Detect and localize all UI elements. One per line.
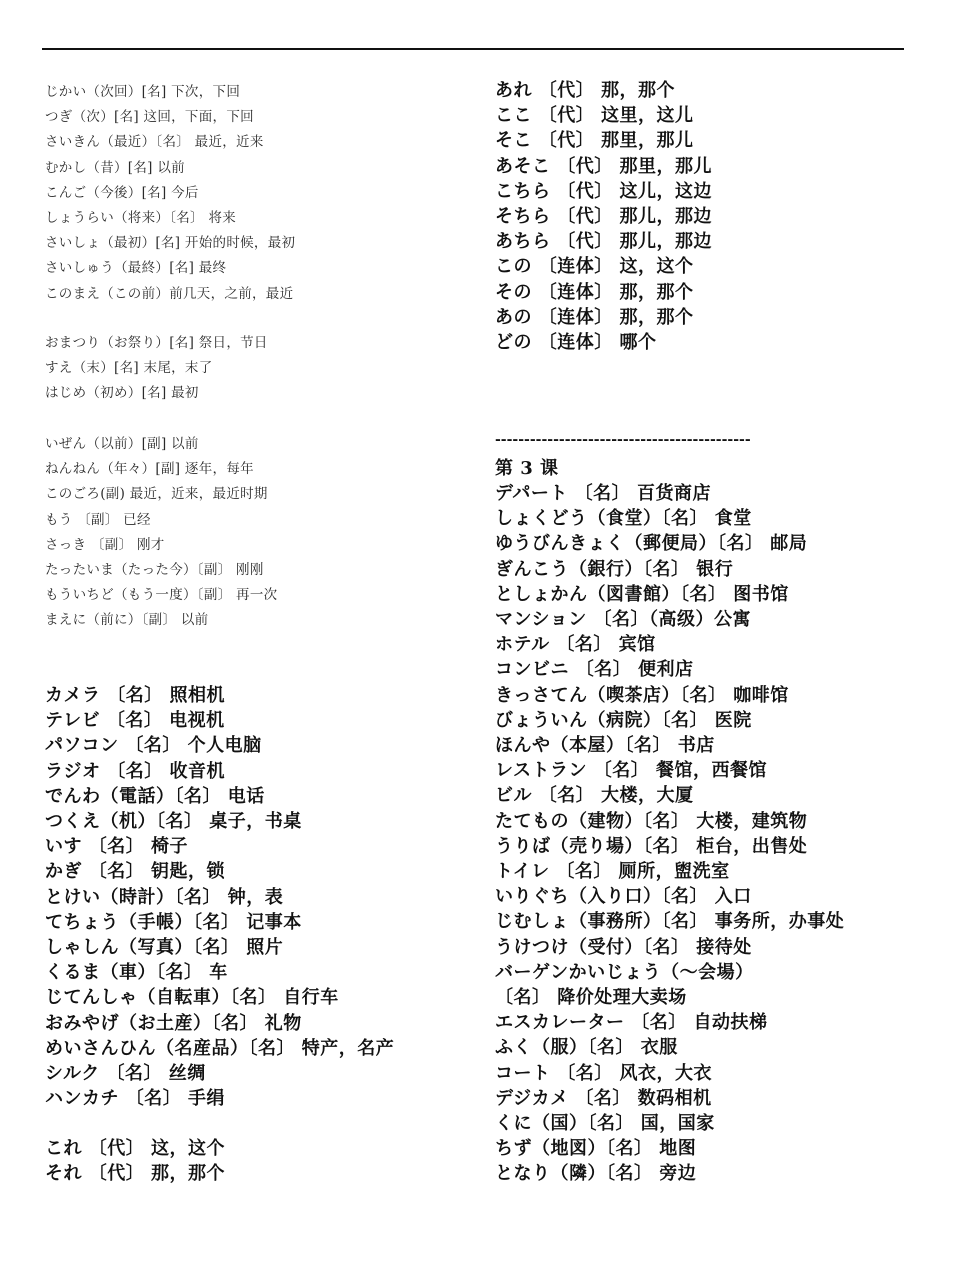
vocab-entry: おまつり（お祭り）[名] 祭日，节日: [45, 335, 268, 351]
lesson-heading: 第 3 课: [495, 458, 559, 479]
vocab-entry: くるま（車）〔名〕 车: [45, 962, 228, 984]
vocab-entry: うけつけ（受付）〔名〕 接待处: [495, 936, 752, 958]
vocab-entry: しゃしん（写真）〔名〕 照片: [45, 937, 284, 958]
vocab-entry: それ 〔代〕 那，那个: [45, 1163, 226, 1185]
vocab-entry: カメラ 〔名〕 照相机: [45, 685, 226, 706]
vocab-entry: ねんねん（年々）[副] 逐年，每年: [45, 461, 254, 478]
section-separator: --------------------------------------------: [495, 432, 751, 448]
vocab-entry: あそこ 〔代〕 那里，那儿: [495, 155, 713, 177]
vocab-entry: ほんや（本屋）〔名〕 书店: [495, 735, 715, 756]
vocab-entry: ビル 〔名〕 大楼，大厦: [495, 785, 694, 807]
vocab-entry: じてんしゃ（自転車）〔名〕 自行车: [45, 987, 339, 1009]
vocab-entry: デジカメ 〔名〕 数码相机: [495, 1087, 712, 1109]
vocab-entry: エスカレーター 〔名〕 自动扶梯: [495, 1012, 768, 1034]
vocab-entry: おみやげ（お土産）〔名〕 礼物: [45, 1012, 302, 1034]
vocab-entry: コート 〔名〕 风衣，大衣: [495, 1062, 713, 1084]
vocab-entry: となり（隣）〔名〕 旁边: [495, 1163, 697, 1185]
top-rule: [42, 48, 904, 50]
vocab-entry: ホテル 〔名〕 宾馆: [495, 634, 656, 656]
vocab-entry: まえに（前に）〔副〕 以前: [45, 612, 209, 629]
vocab-entry: パソコン 〔名〕 个人电脑: [45, 735, 262, 757]
vocab-entry: つくえ（机）〔名〕 桌子，书桌: [45, 811, 302, 832]
vocab-entry: コンビニ 〔名〕 便利店: [495, 659, 694, 681]
vocab-entry: もういちど（もう一度）〔副〕 再一次: [45, 587, 278, 604]
vocab-entry: うりば（売り場）〔名〕 柜台，出售处: [495, 835, 808, 857]
vocab-entry: もう 〔副〕 已经: [45, 511, 151, 528]
vocab-entry: どの 〔连体〕 哪个: [495, 332, 657, 353]
vocab-entry: さっき 〔副〕 刚才: [45, 536, 165, 553]
vocab-entry: マンション 〔名〕（高级）公寓: [495, 609, 751, 630]
vocab-entry: トイレ 〔名〕 厕所，盥洗室: [495, 861, 730, 882]
vocab-entry: すえ（末）[名] 末尾，末了: [45, 360, 213, 377]
vocab-entry: この 〔连体〕 这，这个: [495, 256, 694, 278]
vocab-entry: デパート 〔名〕 百货商店: [495, 483, 711, 504]
vocab-entry: びょういん（病院）〔名〕 医院: [495, 709, 752, 731]
vocab-entry: テレビ 〔名〕 电视机: [45, 710, 225, 732]
vocab-entry: くに（国）〔名〕 国，国家: [495, 1113, 715, 1134]
vocab-entry: このまえ（この前）前几天，之前，最近: [45, 285, 294, 302]
vocab-entry: じかい（次回）[名] 下次，下回: [45, 84, 241, 100]
vocab-entry: ラジオ 〔名〕 收音机: [45, 760, 226, 782]
vocab-entry: ここ 〔代〕 这里，这儿: [495, 105, 694, 127]
vocab-entry: さいきん（最近）〔名〕 最近，近来: [45, 134, 264, 151]
vocab-entry: さいしょ（最初）[名] 开始的时候，最初: [45, 235, 296, 252]
vocab-entry: 〔名〕 降价处理大卖场: [495, 987, 687, 1008]
vocab-entry: こんご（今後）[名] 今后: [45, 184, 199, 201]
vocab-entry: このごろ(副) 最近，近来，最近时期: [45, 486, 268, 503]
vocab-entry: シルク 〔名〕 丝绸: [45, 1063, 206, 1084]
vocab-entry: たてもの（建物）〔名〕 大楼，建筑物: [495, 810, 808, 832]
vocab-entry: むかし（昔）[名] 以前: [45, 159, 185, 176]
vocab-entry: こちら 〔代〕 这儿，这边: [495, 180, 713, 202]
vocab-entry: きっさてん（喫茶店）〔名〕 咖啡馆: [495, 684, 789, 706]
vocab-entry: あの 〔连体〕 那，那个: [495, 306, 694, 328]
vocab-entry: ちず（地図）〔名〕 地图: [495, 1138, 697, 1160]
vocab-entry: でんわ（電話）〔名〕 电话: [45, 785, 265, 807]
vocab-entry: いす 〔名〕 椅子: [45, 836, 189, 858]
vocab-entry: かぎ 〔名〕 钥匙，锁: [45, 861, 226, 883]
vocab-entry: めいさんひん（名産品）〔名〕 特产，名产: [45, 1037, 395, 1059]
vocab-entry: あれ 〔代〕 那，那个: [495, 80, 676, 101]
vocab-entry: その 〔连体〕 那，那个: [495, 281, 694, 303]
vocab-entry: バーゲンかいじょう（～会場）: [495, 961, 754, 983]
vocab-entry: あちら 〔代〕 那儿，那边: [495, 231, 713, 253]
vocab-entry: しょうらい（将来）〔名〕 将来: [45, 210, 237, 226]
vocab-entry: とけい（時計）〔名〕 钟，表: [45, 886, 284, 908]
vocab-entry: いりぐち（入り口）〔名〕 入口: [495, 886, 752, 908]
vocab-entry: ハンカチ 〔名〕 手绢: [45, 1088, 226, 1110]
vocab-entry: たったいま（たった今）〔副〕 刚刚: [45, 562, 264, 578]
vocab-entry: さいしゅう（最終）[名] 最终: [45, 260, 227, 277]
vocab-entry: ぎんこう（銀行）〔名〕 银行: [495, 558, 734, 580]
vocab-entry: じむしょ（事務所）〔名〕 事务所，办事处: [495, 911, 845, 933]
vocab-entry: ゆうびんきょく（郵便局）〔名〕 邮局: [495, 533, 808, 555]
vocab-entry: つぎ（次）[名] 这回，下面，下回: [45, 109, 254, 126]
vocab-entry: これ 〔代〕 这，这个: [45, 1138, 226, 1159]
vocab-entry: そちら 〔代〕 那儿，那边: [495, 206, 713, 227]
vocab-entry: としょかん（図書館）〔名〕 图书馆: [495, 583, 789, 605]
vocab-entry: そこ 〔代〕 那里，那儿: [495, 130, 694, 152]
vocab-entry: レストラン 〔名〕 餐馆，西餐馆: [495, 760, 767, 782]
vocab-entry: しょくどう（食堂）〔名〕 食堂: [495, 508, 752, 530]
vocab-entry: ふく（服）〔名〕 衣服: [495, 1037, 678, 1059]
vocab-entry: はじめ（初め）[名] 最初: [45, 385, 199, 402]
vocab-entry: いぜん（以前）[副] 以前: [45, 436, 199, 452]
vocab-entry: てちょう（手帳）〔名〕 记事本: [45, 911, 302, 933]
